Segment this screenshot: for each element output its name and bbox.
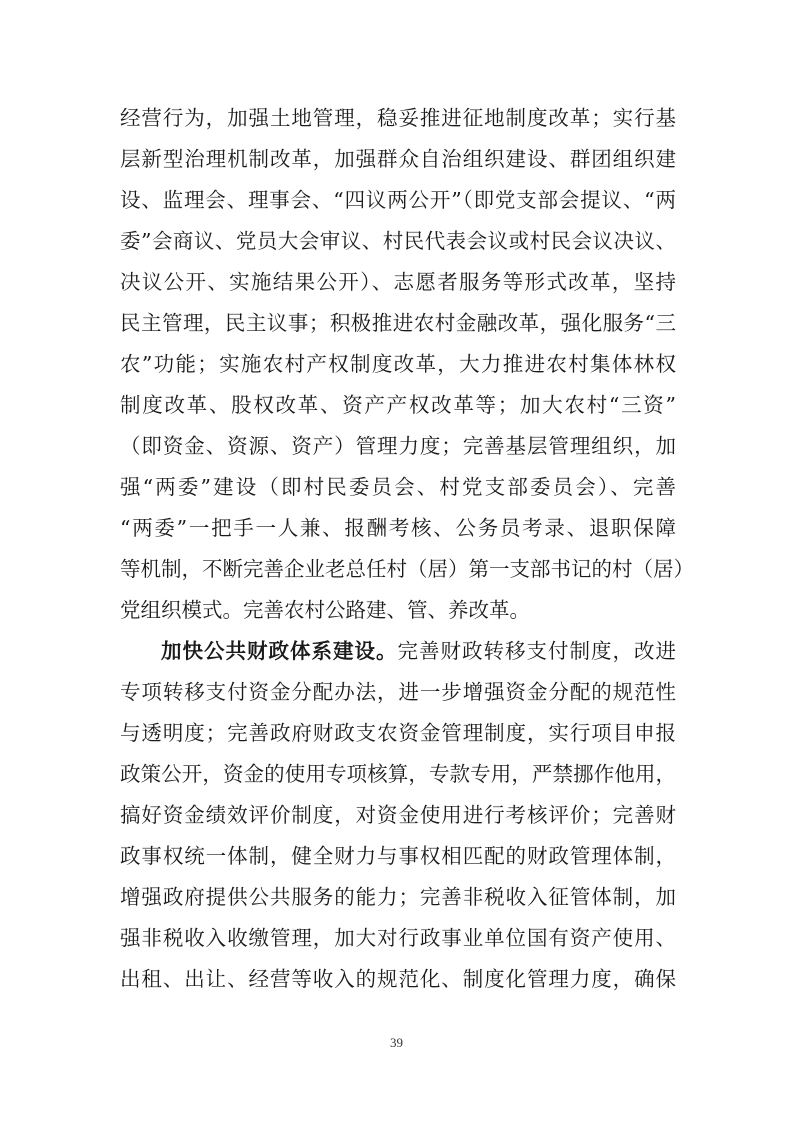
text-line: 与透明度；完善政府财政支农资金管理制度，实行项目申报 bbox=[120, 721, 676, 745]
text-line: 制度改革、股权改革、资产产权改革等；加大农村“三资” bbox=[120, 393, 676, 417]
text-line: 经营行为，加强土地管理，稳妥推进征地制度改革；实行基 bbox=[120, 106, 676, 130]
text-line: 强“两委”建设（即村民委员会、村党支部委员会）、完善 bbox=[120, 475, 676, 499]
text-line: 增强政府提供公共服务的能力；完善非税收入征管体制，加 bbox=[120, 885, 676, 909]
text-line: 层新型治理机制改革，加强群众自治组织建设、群团组织建 bbox=[120, 147, 676, 171]
text-line: 强非税收入收缴管理，加大对行政事业单位国有资产使用、 bbox=[120, 926, 676, 950]
page-number: 39 bbox=[390, 1035, 403, 1050]
text-line: 专项转移支付资金分配办法，进一步增强资金分配的规范性 bbox=[120, 680, 676, 704]
text-span: 完善财政转移支付制度，改进 bbox=[397, 639, 676, 663]
text-line: 党组织模式。完善农村公路建、管、养改革。 bbox=[120, 598, 530, 622]
text-line: 等机制，不断完善企业老总任村（居）第一支部书记的村（居） bbox=[120, 557, 694, 581]
text-line: 民主管理，民主议事；积极推进农村金融改革，强化服务“三 bbox=[120, 311, 676, 335]
section-heading: 加快公共财政体系建设。 bbox=[161, 639, 398, 663]
text-line: （即资金、资源、资产）管理力度；完善基层管理组织，加 bbox=[120, 434, 676, 458]
body-text bbox=[120, 98, 694, 1000]
text-line: “两委”一把手一人兼、报酬考核、公务员考录、退职保障 bbox=[120, 516, 676, 540]
text-line: 出租、出让、经营等收入的规范化、制度化管理力度，确保 bbox=[120, 967, 676, 991]
text-line: 决议公开、实施结果公开）、志愿者服务等形式改革，坚持 bbox=[120, 270, 676, 294]
text-line: 政事权统一体制，健全财力与事权相匹配的财政管理体制， bbox=[120, 844, 676, 868]
text-line: 委”会商议、党员大会审议、村民代表会议或村民会议决议、 bbox=[120, 229, 676, 253]
text-line: 设、监理会、理事会、“四议两公开”（即党支部会提议、“两 bbox=[120, 188, 676, 212]
text-line: 农”功能；实施农村产权制度改革，大力推进农村集体林权 bbox=[120, 352, 676, 376]
paragraph-first-line bbox=[120, 631, 676, 672]
text-line: 搞好资金绩效评价制度，对资金使用进行考核评价；完善财 bbox=[120, 803, 676, 827]
text-line: 政策公开，资金的使用专项核算，专款专用，严禁挪作他用， bbox=[120, 762, 676, 786]
